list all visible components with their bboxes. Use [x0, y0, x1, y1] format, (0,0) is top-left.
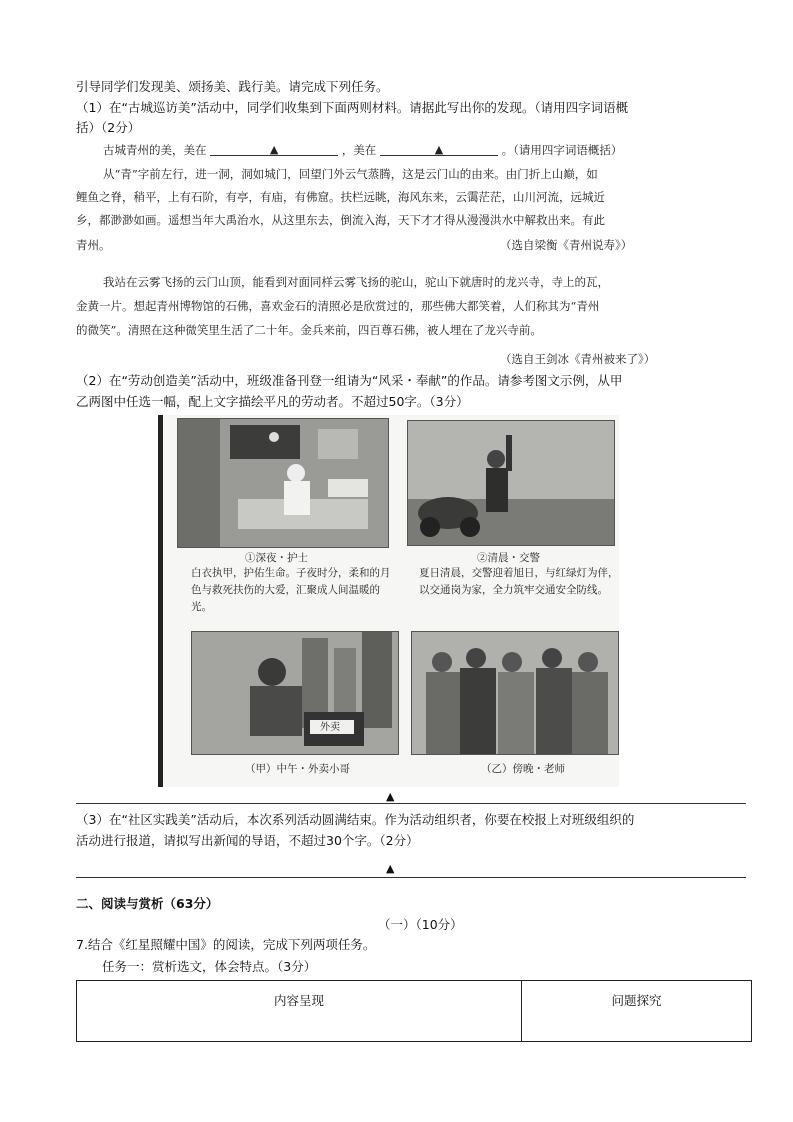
panel3-caption: （甲）中午・外卖小哥 — [245, 763, 350, 775]
q3-answer-marker: ▲ — [386, 862, 395, 875]
section2-subtitle: （一）（10分） — [378, 917, 463, 932]
q2-answer-line[interactable] — [76, 803, 746, 804]
illustration-figure — [158, 415, 619, 787]
q1-fill-line — [103, 141, 622, 159]
panel2-caption: ②清晨・交警 — [477, 552, 540, 564]
material2-line3: 的微笑”。清照在这种微笑里生活了二十年。金兵来前，四百尊石佛，被人埋在了龙兴寺前。 — [76, 323, 542, 337]
nurse-illustration — [177, 418, 389, 548]
answer-blank-2[interactable] — [380, 143, 498, 156]
header-content[interactable]: 内容呈现 — [77, 981, 522, 1042]
header-question[interactable]: 问题探究 — [522, 981, 752, 1042]
material1-line4: 青州。 — [76, 238, 111, 252]
q1-line1: （1）在“古城巡访美”活动中，同学们收集到下面两则材料。请据此写出你的发现。（请用四字词语概 — [76, 100, 629, 115]
section2-title: 二、阅读与赏析（63分） — [76, 896, 219, 911]
answer-blank-1[interactable] — [210, 143, 338, 156]
material2-line2: 金黄一片。想起青州博物馆的石佛，喜欢金石的清照必是欣赏过的，那些佛大都笑着，人们称其为“青州 — [76, 299, 600, 313]
q3-line2: 活动进行报道，请拟写出新闻的导语，不超过30个字。（2分） — [76, 833, 419, 848]
material1-source: （选自梁衡《青州说寿》） — [500, 238, 633, 252]
material2-line1: 我站在云雾飞扬的云门山顶，能看到对面同样云雾飞扬的驼山，驼山下就唐时的龙兴寺，寺上的瓦， — [103, 275, 609, 289]
material1-line1: 从“青”字前左行，进一洞，洞如城门，回望门外云气蒸腾，这是云门山的由来。由门折上山巅，如 — [103, 167, 598, 181]
panel1-caption: ①深夜・护士 — [245, 552, 308, 564]
fill-prefix: 古城青州的美，美在 — [103, 143, 207, 157]
q2-line1: （2）在“劳动创造美”活动中，班级准备刊登一组请为“风采・奉献”的作品。请参考图文示例，从甲 — [76, 373, 623, 388]
q3-answer-line[interactable] — [76, 877, 746, 878]
q7-prompt: 7.结合《红星照耀中国》的阅读，完成下列两项任务。 — [76, 937, 376, 952]
material1-line3: 乡，都渺渺如画。遥想当年大禹治水，从这里东去，倒流入海，天下才才得从漫漫洪水中解救出来。有此 — [76, 213, 605, 227]
material2-source: （选自王剑冰《青州被来了》） — [500, 352, 656, 366]
panel2-text: 夏日清晨，交警迎着旭日，与红绿灯为伴，以交通岗为家，全力筑牢交通安全防线。 — [419, 567, 619, 596]
teacher-illustration — [411, 631, 619, 755]
material1-line2: 鲤鱼之脊，稍平，上有石阶，有亭，有庙，有佛窟。扶栏远眺，海风东来，云霭茫茫，山川河流，远城近 — [76, 190, 605, 204]
panel1-text: 白衣执甲，护佑生命。子夜时分，柔和的月色与救死扶伤的大爱，汇聚成人间温暖的光。 — [191, 567, 391, 613]
table-row — [77, 981, 752, 1042]
traffic-police-illustration — [407, 420, 615, 546]
delivery-illustration — [191, 631, 399, 755]
blank-marker: ▲ — [269, 143, 279, 156]
fill-suffix: 。（请用四字词语概括） — [501, 143, 623, 157]
panel4-caption: （乙）傍晚・老师 — [481, 763, 565, 775]
fill-mid: ，美在 — [341, 143, 377, 157]
delivery-box-sign: 外卖 — [320, 722, 340, 733]
q3-line1: （3）在“社区实践美”活动后，本次系列活动圆满结束。作为活动组织者，你要在校报上对班级组织的 — [76, 812, 635, 827]
analysis-table — [76, 980, 752, 1042]
q2-line2: 乙两图中任选一幅，配上文字描绘平凡的劳动者。不超过50字。（3分） — [76, 394, 469, 409]
task1-prompt: 任务一：赏析选文，体会特点。（3分） — [102, 959, 317, 974]
q2-answer-marker: ▲ — [386, 790, 395, 803]
q1-line2: 括）（2分） — [76, 120, 141, 135]
blank-marker: ▲ — [434, 143, 444, 156]
intro-text: 引导同学们发现美、颂扬美、践行美。请完成下列任务。 — [76, 79, 389, 94]
